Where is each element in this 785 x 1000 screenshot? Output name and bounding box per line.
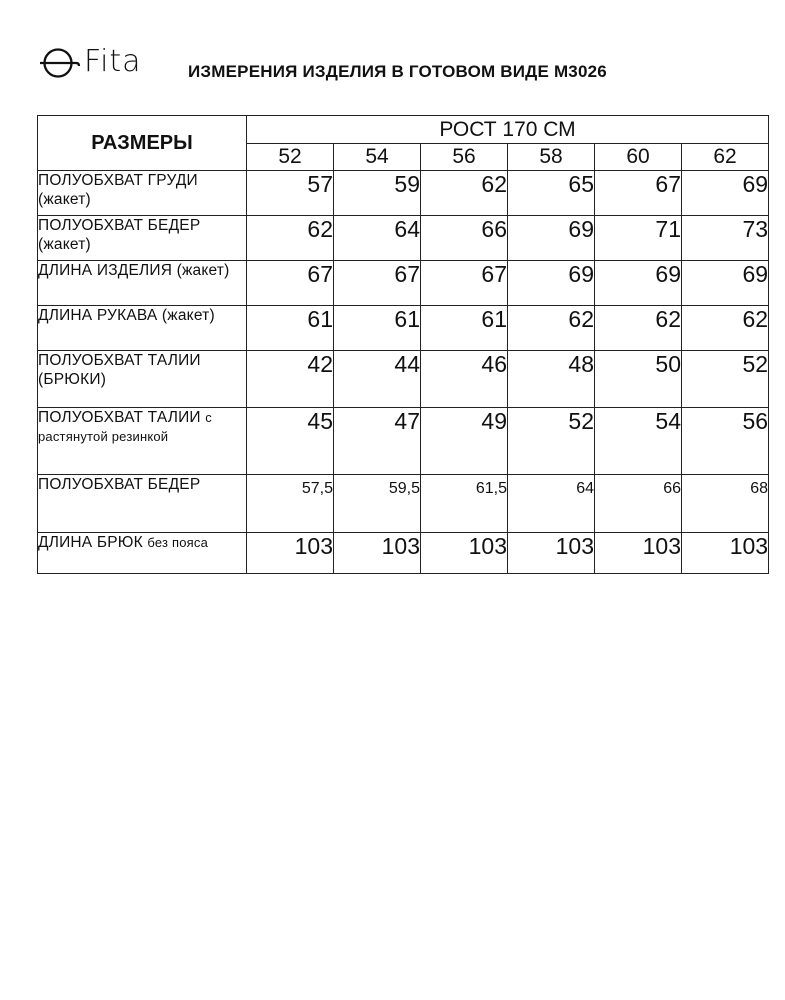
table-row xyxy=(38,475,769,533)
value-cell: 64 xyxy=(334,216,421,261)
value-cell: 103 xyxy=(334,533,421,574)
table-header-row xyxy=(38,116,769,144)
value-cell: 66 xyxy=(421,216,508,261)
row-label xyxy=(38,216,247,261)
table-row xyxy=(38,408,769,475)
value-cell: 62 xyxy=(247,216,334,261)
value-cell: 103 xyxy=(682,533,769,574)
value-cell: 66 xyxy=(595,475,682,533)
value-cell: 44 xyxy=(334,351,421,408)
value-cell: 103 xyxy=(421,533,508,574)
value-cell: 48 xyxy=(508,351,595,408)
row-label-text: ПОЛУОБХВАТ ГРУДИ (жакет) xyxy=(38,172,198,208)
value-cell: 46 xyxy=(421,351,508,408)
value-cell: 61,5 xyxy=(421,475,508,533)
measurements-table xyxy=(37,115,769,574)
value-cell: 49 xyxy=(421,408,508,475)
row-label xyxy=(38,533,247,574)
value-cell: 59,5 xyxy=(334,475,421,533)
value-cell: 50 xyxy=(595,351,682,408)
value-cell: 61 xyxy=(334,306,421,351)
value-cell: 62 xyxy=(682,306,769,351)
value-cell: 62 xyxy=(421,171,508,216)
value-cell: 67 xyxy=(421,261,508,306)
row-label xyxy=(38,475,247,533)
table-row xyxy=(38,306,769,351)
value-cell: 52 xyxy=(682,351,769,408)
table-row xyxy=(38,261,769,306)
value-cell: 56 xyxy=(682,408,769,475)
size-header-cell: 58 xyxy=(508,144,595,171)
table-row xyxy=(38,171,769,216)
value-cell: 54 xyxy=(595,408,682,475)
value-cell: 64 xyxy=(508,475,595,533)
page-title: ИЗМЕРЕНИЯ ИЗДЕЛИЯ В ГОТОВОМ ВИДЕ М3026 xyxy=(188,62,607,81)
value-cell: 103 xyxy=(247,533,334,574)
value-cell: 61 xyxy=(247,306,334,351)
row-label xyxy=(38,261,247,306)
value-cell: 103 xyxy=(595,533,682,574)
size-header-cell: 60 xyxy=(595,144,682,171)
value-cell: 71 xyxy=(595,216,682,261)
value-cell: 73 xyxy=(682,216,769,261)
value-cell: 68 xyxy=(682,475,769,533)
row-label-text: ПОЛУОБХВАТ ТАЛИИ xyxy=(38,409,201,426)
value-cell: 65 xyxy=(508,171,595,216)
sizes-header: РАЗМЕРЫ xyxy=(38,116,247,171)
value-cell: 62 xyxy=(595,306,682,351)
size-header-cell: 56 xyxy=(421,144,508,171)
value-cell: 47 xyxy=(334,408,421,475)
value-cell: 59 xyxy=(334,171,421,216)
table-row xyxy=(38,351,769,408)
row-label xyxy=(38,408,247,475)
value-cell: 62 xyxy=(508,306,595,351)
value-cell: 69 xyxy=(595,261,682,306)
value-cell: 67 xyxy=(334,261,421,306)
value-cell: 69 xyxy=(682,171,769,216)
value-cell: 52 xyxy=(508,408,595,475)
row-label-note: с растянутой резинкой xyxy=(38,410,212,444)
value-cell: 103 xyxy=(508,533,595,574)
value-cell: 57 xyxy=(247,171,334,216)
height-header: РОСТ 170 СМ xyxy=(247,116,769,144)
row-label-note: без пояса xyxy=(147,535,209,550)
size-header-cell: 62 xyxy=(682,144,769,171)
value-cell: 67 xyxy=(247,261,334,306)
brand-name: Fita xyxy=(84,44,142,79)
row-label-text: ПОЛУОБХВАТ ТАЛИИ (БРЮКИ) xyxy=(38,352,201,388)
value-cell: 45 xyxy=(247,408,334,475)
row-label-text: ДЛИНА РУКАВА (жакет) xyxy=(38,307,215,324)
fita-logo-icon xyxy=(38,42,80,82)
value-cell: 61 xyxy=(421,306,508,351)
row-label xyxy=(38,306,247,351)
size-header-cell: 52 xyxy=(247,144,334,171)
row-label-text: ПОЛУОБХВАТ БЕДЕР xyxy=(38,476,201,493)
row-label xyxy=(38,171,247,216)
value-cell: 69 xyxy=(508,261,595,306)
table-row xyxy=(38,216,769,261)
row-label-text: ДЛИНА БРЮК xyxy=(38,534,143,551)
value-cell: 67 xyxy=(595,171,682,216)
size-header-cell: 54 xyxy=(334,144,421,171)
table-row xyxy=(38,533,769,574)
row-label xyxy=(38,351,247,408)
value-cell: 69 xyxy=(682,261,769,306)
row-label-text: ДЛИНА ИЗДЕЛИЯ (жакет) xyxy=(38,262,230,279)
value-cell: 42 xyxy=(247,351,334,408)
value-cell: 57,5 xyxy=(247,475,334,533)
value-cell: 69 xyxy=(508,216,595,261)
brand-logo xyxy=(38,42,142,82)
row-label-text: ПОЛУОБХВАТ БЕДЕР (жакет) xyxy=(38,217,201,253)
